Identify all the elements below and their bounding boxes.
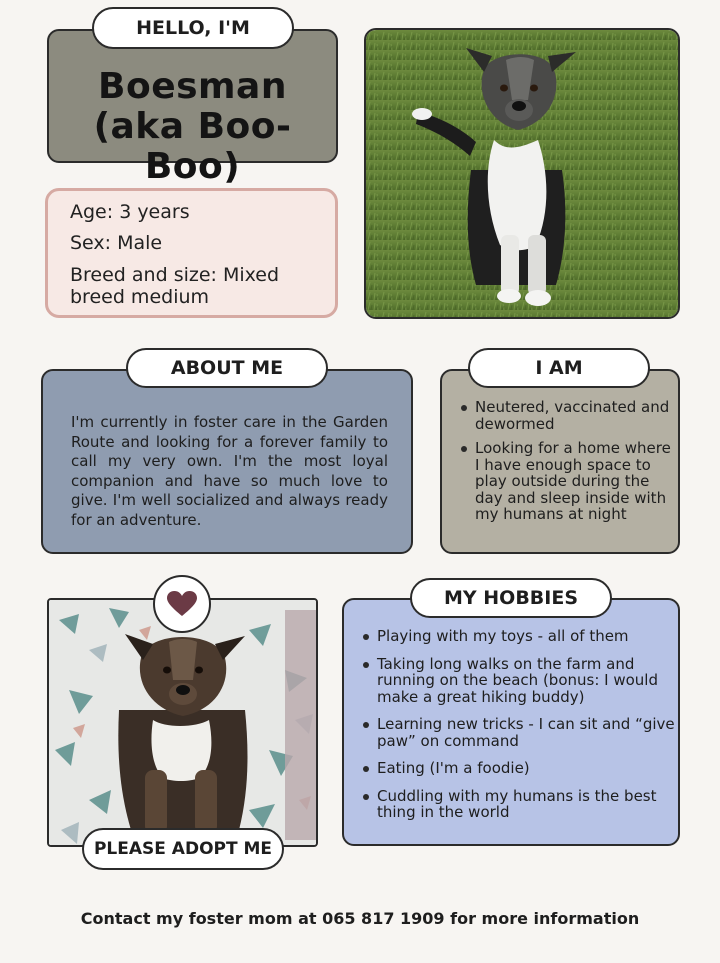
iam-list: [459, 399, 674, 531]
pet-name: Boesman (aka Boo-Boo): [93, 66, 292, 187]
facts-box: [45, 188, 338, 318]
list-item: Learning new tricks - I can sit and “give paw” on command: [361, 716, 676, 749]
contact-text: Contact my foster mom at 065 817 1909 for more information: [80, 909, 640, 928]
breed-fact: Breed and size: Mixed breed medium: [70, 264, 280, 308]
name-box: [47, 29, 338, 187]
list-item: Looking for a home where I have enough space to play outside during the day and sleep inside with my humans at night: [459, 440, 674, 523]
heart-icon: [167, 591, 197, 617]
hobbies-title: MY HOBBIES: [410, 578, 612, 618]
dog-photo-grass: [364, 28, 680, 319]
iam-box: [440, 369, 680, 554]
dog-photo-blanket: [47, 598, 318, 847]
about-text: I'm currently in foster care in the Garden Route and looking for a forever family to call my very own. I'm the most loyal companion and have so much love to give. I'm well socialized and always ready for an adventure.: [71, 413, 388, 529]
about-title: ABOUT ME: [126, 348, 328, 388]
about-box: [41, 369, 413, 554]
adopt-label: PLEASE ADOPT ME: [82, 828, 284, 870]
age-fact: Age: 3 years: [70, 201, 190, 223]
hello-label: HELLO, I'M: [92, 7, 294, 49]
list-item: Cuddling with my humans is the best thing in the world: [361, 788, 676, 821]
iam-title: I AM: [468, 348, 650, 388]
hobbies-box: [342, 598, 680, 846]
list-item: Playing with my toys - all of them: [361, 628, 676, 645]
heart-badge: [153, 575, 211, 633]
hobbies-list: [361, 628, 676, 832]
sex-fact: Sex: Male: [70, 232, 163, 254]
list-item: Neutered, vaccinated and dewormed: [459, 399, 674, 432]
list-item: Taking long walks on the farm and running on the beach (bonus: I would make a great hiking buddy): [361, 656, 676, 706]
list-item: Eating (I'm a foodie): [361, 760, 676, 777]
